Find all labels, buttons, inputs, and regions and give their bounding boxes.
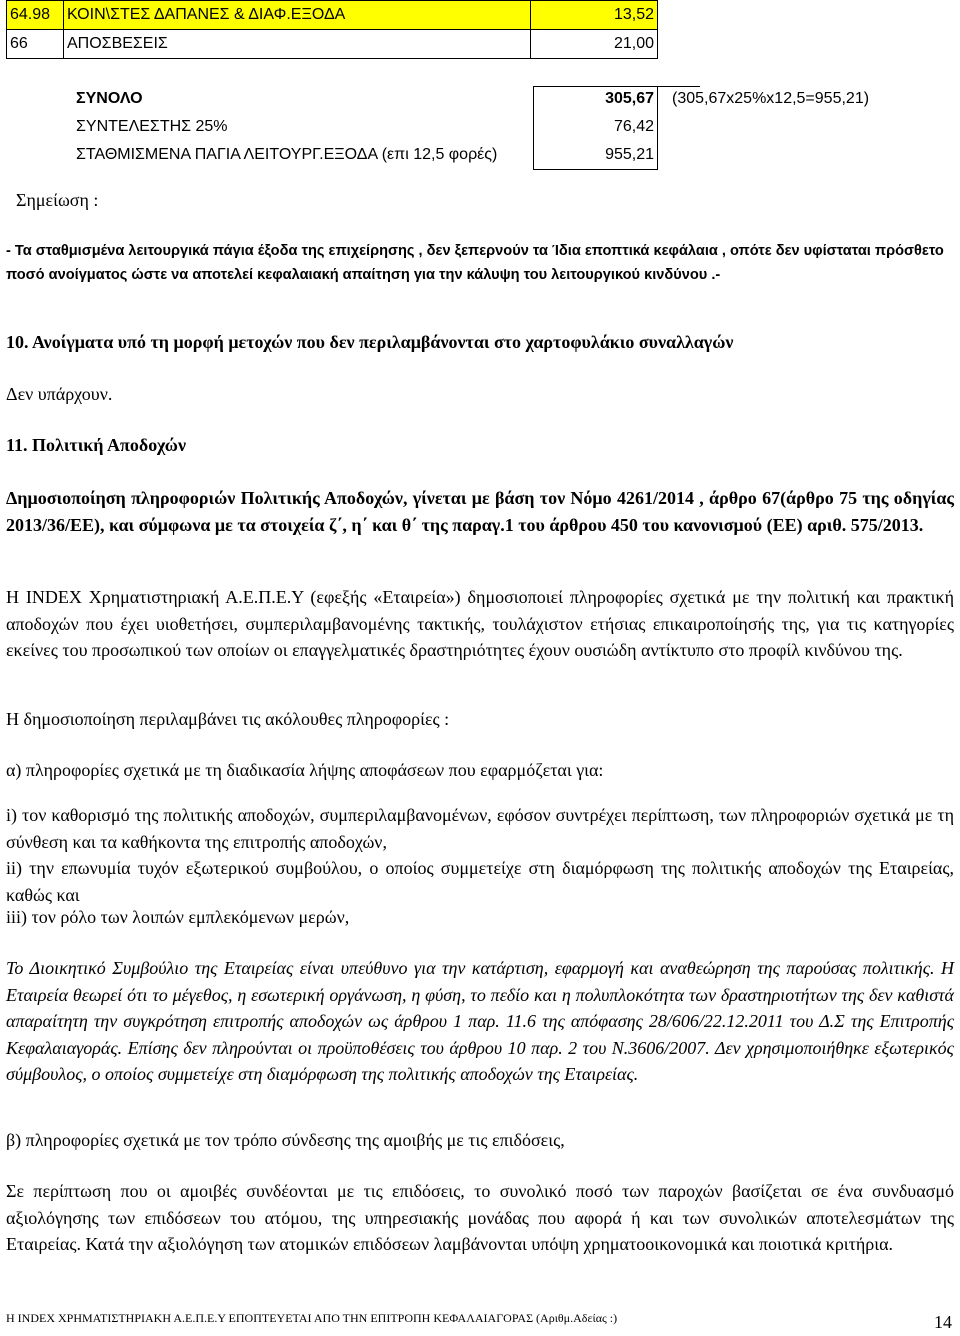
- summary-total-note: (305,67x25%x12,5=955,21): [672, 90, 870, 107]
- summary-total-row: [76, 86, 658, 114]
- section-11-board-paragraph: Το Διοικητικό Συμβούλιο της Εταιρείας είναι υπεύθυνο για την κατάρτιση, εφαρμογή και αναθεώρηση της παρούσας πολιτικής. Η Εταιρεία θεωρεί ότι το μέγεθος, η εσωτερική οργάνωση, η φύση, το πεδίο και η πολυπλοκότητα των δραστηριοτήτων της δεν καθιστά απαραίτητη την συγκρότηση επιτροπής αποδοχών ως άρθρου 1 παρ. 11.6 της απόφασης 28/606/22.12.2011 του Δ.Σ της Επιτροπής Κεφαλαιαγοράς. Επίσης δεν πληρούνται οι προϋποθέσεις του άρθρου 10 παρ. 2 του Ν.3606/2007. Δεν χρησιμοποιήθηκε εξωτερικός σύμβουλος, ο οποίος συμμετείχε στη διαμόρφωση της πολιτικής αποδοχών της Εταιρείας.: [6, 958, 954, 1084]
- section-11-paragraph: α) πληροφορίες σχετικά με τη διαδικασία λήψης αποφάσεων που εφαρμόζεται για:: [6, 760, 604, 780]
- section-11-paragraph: Η INDEX Χρηματιστηριακή Α.Ε.Π.Ε.Υ (εφεξής «Εταιρεία») δημοσιοποιεί πληροφορίες σχετικά με την πολιτική και πρακτική αποδοχών που έχει υιοθετήσει, συμπεριλαμβανομένης τακτικής, τουλάχιστον ετήσιας επικαιροποίησής της, για τις κατηγορίες εκείνες του προσωπικού των οποίων οι επαγγελματικές δραστηριότητες έχουν ουσιώδη αντίκτυπο στο προφίλ κινδύνου της.: [6, 587, 954, 660]
- section-11-performance-paragraph: Σε περίπτωση που οι αμοιβές συνδέονται με τις επιδόσεις, το συνολικό ποσό των παροχών βασίζεται σε ένα συνδυασμό αξιολόγησης των επιδόσεων του ατόμου, της υπηρεσιακής μονάδας που αφορά ή και των συνολικών αποτελεσμάτων της Εταιρείας. Κατά την αξιολόγηση των ατομικών επιδόσεων λαμβάνονται υπόψη χρηματοοικονομικά και ποιοτικά κριτήρια.: [6, 1181, 954, 1254]
- section-11-intro: Δημοσιοποίηση πληροφοριών Πολιτικής Αποδοχών, γίνεται με βάση τον Νόμο 4261/2014 , άρθρο 67(άρθρο 75 της οδηγίας 2013/36/ΕΕ), και σύμφωνα με τα στοιχεία ζ΄, η΄ και θ΄ της παραγ.1 του άρθρου 450 του κανονισμού (ΕΕ) αριθ. 575/2013.: [6, 488, 954, 535]
- table-row: [7, 1, 658, 30]
- summary-border: [658, 86, 700, 87]
- row-label: ΚΟΙΝ\ΣΤΕΣ ΔΑΠΑΝΕΣ & ΔΙΑΦ.ΕΞΟΔΑ: [64, 1, 531, 30]
- row-label: ΑΠΟΣΒΕΣΕΙΣ: [64, 30, 531, 59]
- summary-weighted-row: [76, 142, 658, 170]
- summary-weighted-label: ΣΤΑΘΜΙΣΜΕΝΑ ΠΑΓΙΑ ΛΕΙΤΟΥΡΓ.ΕΞΟΔΑ (επι 12,5 φορές): [76, 146, 498, 163]
- table-row: [7, 30, 658, 59]
- section-10-text: Δεν υπάρχουν.: [6, 384, 113, 404]
- section-11-title: 11. Πολιτική Αποδοχών: [6, 435, 187, 455]
- summary-weighted-value: 955,21: [605, 146, 654, 163]
- row-value: 21,00: [531, 30, 658, 59]
- section-11-paragraph: β) πληροφορίες σχετικά με τον τρόπο σύνδεσης της αμοιβής με τις επιδόσεις,: [6, 1130, 565, 1150]
- section-11-item-ii: ii) την επωνυμία τυχόν εξωτερικού συμβούλου, ο οποίος συμμετείχε στη διαμόρφωση της πολιτικής αποδοχών της Εταιρείας, καθώς και: [6, 858, 954, 905]
- expense-table: [6, 0, 658, 59]
- section-10-title: 10. Ανοίγματα υπό τη μορφή μετοχών που δεν περιλαμβάνονται στο χαρτοφυλάκιο συναλλαγών: [6, 332, 734, 352]
- note-text: - Τα σταθμισμένα λειτουργικά πάγια έξοδα της επιχείρησης , δεν ξεπερνούν τα Ίδια εποπτικά κεφάλαια , οπότε δεν υφίσταται πρόσθετο ποσό ανοίγματος ώστε να αποτελεί κεφαλαιακή απαίτηση για την κάλυψη του λειτουργικού κινδύνου .-: [6, 243, 944, 283]
- page-number: 14: [934, 1312, 952, 1332]
- summary-total-value: 305,67: [605, 90, 654, 107]
- section-11-item-iii: iii) τον ρόλο των λοιπών εμπλεκόμενων μερών,: [6, 907, 350, 927]
- section-11-paragraph: Η δημοσιοποίηση περιλαμβάνει τις ακόλουθες πληροφορίες :: [6, 709, 450, 729]
- section-11-item-i: i) τον καθορισμό της πολιτικής αποδοχών, συμπεριλαμβανομένων, εφόσον συντρέχει περίπτωση, των πληροφοριών σχετικά με τη σύνθεση και τα καθήκοντα της επιτροπής αποδοχών,: [6, 805, 954, 852]
- row-code: 66: [7, 30, 64, 59]
- page-footer: Η INDEX ΧΡΗΜΑΤΙΣΤΗΡΙΑΚΗ Α.Ε.Π.Ε.Υ ΕΠΟΠΤΕΥΕΤΑΙ ΑΠΟ ΤΗΝ ΕΠΙΤΡΟΠΗ ΚΕΦΑΛΑΙΑΓΟΡΑΣ (Αριθμ.Αδείας :): [6, 1311, 618, 1325]
- summary-total-label: ΣΥΝΟΛΟ: [76, 90, 143, 107]
- note-label: Σημείωση :: [16, 190, 99, 210]
- summary-rate-row: [76, 114, 658, 142]
- summary-rate-value: 76,42: [613, 118, 654, 135]
- row-value: 13,52: [531, 1, 658, 30]
- row-code: 64.98: [7, 1, 64, 30]
- summary-rate-label: ΣΥΝΤΕΛΕΣΤΗΣ 25%: [76, 118, 228, 135]
